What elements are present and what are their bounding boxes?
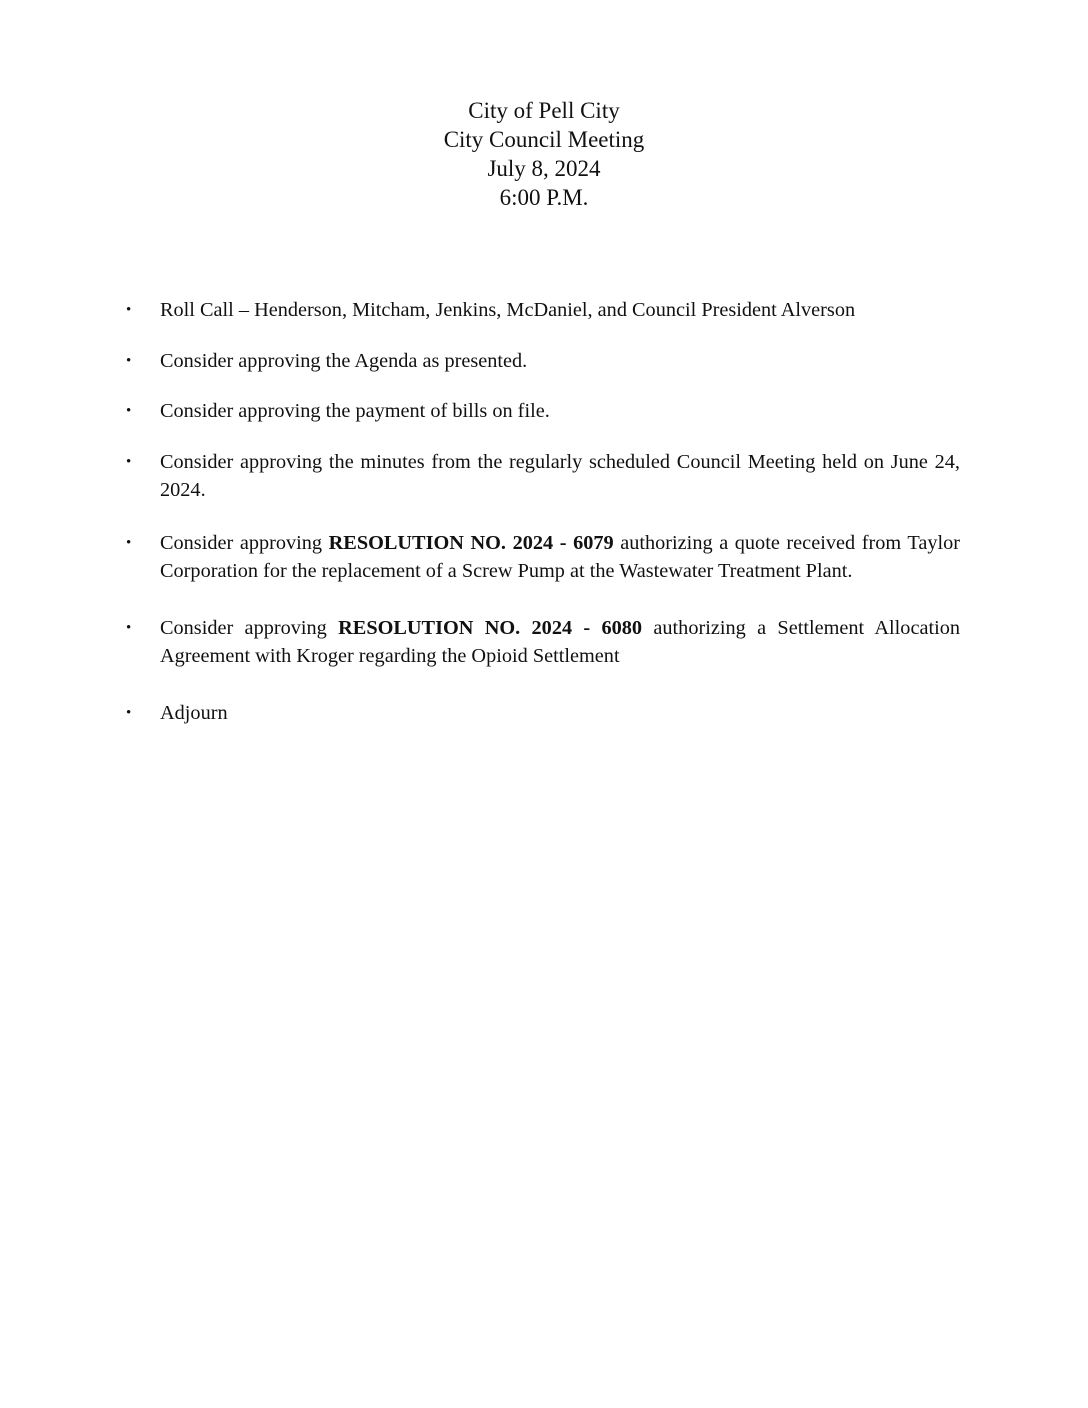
agenda-item-payment-bills xyxy=(124,397,960,426)
bullet-icon: • xyxy=(126,352,132,369)
agenda-item-resolution-6079 xyxy=(124,529,960,586)
resolution-number: RESOLUTION NO. 2024 - 6079 xyxy=(328,531,614,554)
resolution-number: RESOLUTION NO. 2024 - 6080 xyxy=(338,616,643,639)
agenda-item-prefix: Consider approving xyxy=(160,616,339,639)
agenda-item-text: Roll Call – Henderson, Mitcham, Jenkins, McDaniel, and Council President Alverson xyxy=(160,299,856,321)
agenda-item-prefix: Consider approving xyxy=(160,531,329,554)
bullet-icon: • xyxy=(126,403,132,419)
agenda-item-suffix: authorizing a quote received from Taylor Corporation for the replacement of a Screw Pump at the Wastewater Treatment Plant. xyxy=(160,531,960,582)
agenda-item-text: Consider approving the minutes from the regularly scheduled Council Meeting held on June 24, 2024. xyxy=(160,450,960,501)
city-name: City of Pell City xyxy=(468,98,620,123)
bullet-icon: • xyxy=(126,704,132,721)
agenda-item-text: Consider approving the Agenda as presented. xyxy=(160,349,528,372)
meeting-header xyxy=(0,96,1088,212)
bullet-icon: • xyxy=(126,302,132,318)
meeting-date: July 8, 2024 xyxy=(487,156,601,181)
bullet-icon: • xyxy=(126,453,132,470)
bullet-icon: • xyxy=(126,534,132,551)
agenda-item-text: Consider approving the payment of bills on file. xyxy=(160,400,550,422)
meeting-time: 6:00 P.M. xyxy=(499,185,589,210)
agenda-item-text: Adjourn xyxy=(160,701,228,724)
bullet-icon: • xyxy=(126,619,132,636)
agenda-item-roll-call xyxy=(124,296,960,325)
agenda-item-suffix: authorizing a Settlement Allocation Agreement with Kroger regarding the Opioid Settlement xyxy=(160,616,960,667)
agenda-item-approve-agenda xyxy=(124,347,960,376)
agenda-item-approve-minutes xyxy=(124,448,960,505)
agenda-item-resolution-6080 xyxy=(124,614,960,671)
meeting-title: City Council Meeting xyxy=(443,127,645,152)
agenda-item-adjourn xyxy=(124,699,960,728)
agenda-list xyxy=(124,296,960,727)
